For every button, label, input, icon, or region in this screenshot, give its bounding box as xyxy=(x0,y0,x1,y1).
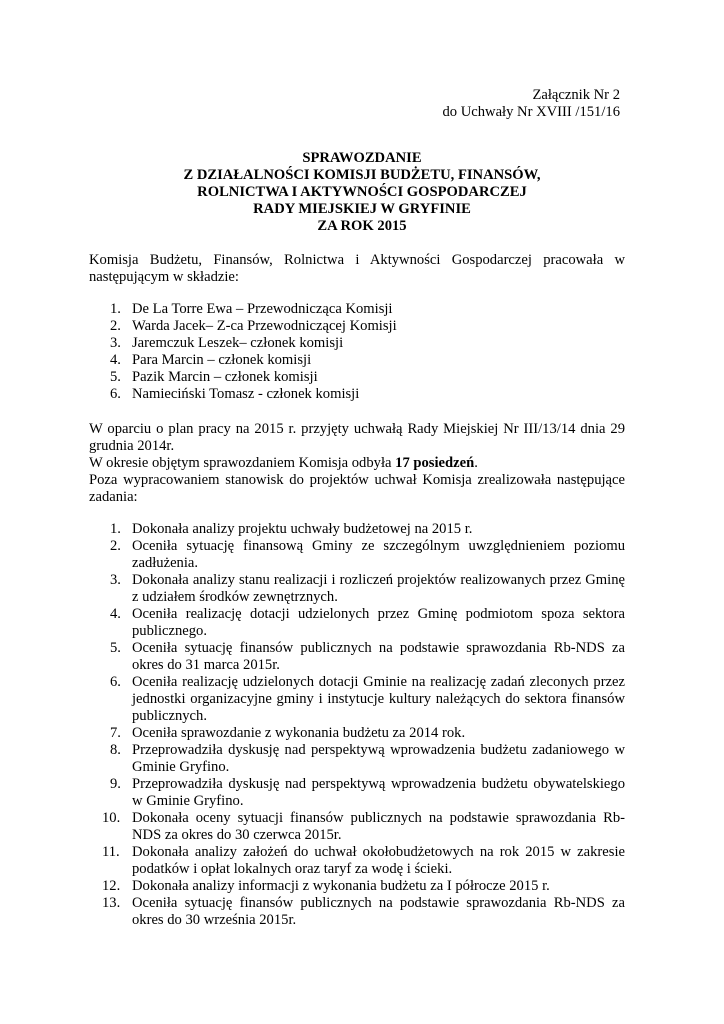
title-line-5: ZA ROK 2015 xyxy=(317,218,407,234)
list-item: 2. Oceniła sytuację finansową Gminy ze szczególnym uwzględnieniem poziomu zadłużenia. xyxy=(110,538,625,571)
list-item: 11. Dokonała analizy założeń do uchwał okołobudżetowych na rok 2015 w zakresie podatków i opłat lokalnych oraz taryf za wodę i ścieki. xyxy=(102,844,625,877)
list-item: 6. Namieciński Tomasz - członek komisji xyxy=(110,386,360,402)
list-item: 5. Oceniła sytuację finansów publicznych na podstawie sprawozdania Rb-NDS za okres do 31 marca 2015r. xyxy=(110,640,625,673)
title-line-4: RADY MIEJSKIEJ W GRYFINIE xyxy=(253,201,471,217)
list-item: 1. Dokonała analizy projektu uchwały budżetowej na 2015 r. xyxy=(110,521,473,537)
list-item: 8. Przeprowadziła dyskusję nad perspektywą wprowadzenia budżetu zadaniowego w Gminie Gryfino. xyxy=(110,742,625,775)
members-list xyxy=(110,301,397,403)
list-item: 1. De La Torre Ewa – Przewodnicząca Komisji xyxy=(110,301,393,317)
list-item: 7. Oceniła sprawozdanie z wykonania budżetu za 2014 rok. xyxy=(110,725,466,741)
list-item: 3. Jaremczuk Leszek– członek komisji xyxy=(110,335,344,351)
attachment-number: Załącznik Nr 2 xyxy=(532,87,620,103)
list-item: 2. Warda Jacek– Z-ca Przewodniczącej Komisji xyxy=(110,318,397,334)
title-line-1: SPRAWOZDANIE xyxy=(302,150,422,166)
tasks-intro-text: Poza wypracowaniem stanowisk do projektów uchwał Komisja zrealizowała następujące zadania: xyxy=(89,472,625,505)
list-item: 13. Oceniła sytuację finansów publicznych na podstawie sprawozdania Rb-NDS za okres do 30 września 2015r. xyxy=(102,895,625,928)
list-item: 9. Przeprowadziła dyskusję nad perspektywą wprowadzenia budżetu obywatelskiego w Gminie Gryfino. xyxy=(110,776,625,809)
list-item: 4. Oceniła realizację dotacji udzielonych przez Gminę podmiotom spoza sektora publicznego. xyxy=(110,606,625,639)
tasks-list xyxy=(102,521,625,929)
report-title xyxy=(0,150,724,235)
meetings-text: W okresie objętym sprawozdaniem Komisja odbyła 17 posiedzeń. xyxy=(89,455,478,471)
list-item: 4. Para Marcin – członek komisji xyxy=(110,352,312,368)
intro-text: Komisja Budżetu, Finansów, Rolnictwa i Aktywności Gospodarczej pracowała w następującym w składzie: xyxy=(89,252,625,285)
list-item: 3. Dokonała analizy stanu realizacji i rozliczeń projektów realizowanych przez Gminę z udziałem środków zewnętrznych. xyxy=(110,572,625,605)
list-item: 5. Pazik Marcin – członek komisji xyxy=(110,369,318,385)
list-item: 10. Dokonała oceny sytuacji finansów publicznych na podstawie sprawozdania Rb-NDS za okres do 30 czerwca 2015r. xyxy=(102,810,625,843)
intro-paragraph xyxy=(89,252,625,286)
attachment-note xyxy=(442,87,620,121)
meetings-count: 17 posiedzeń xyxy=(395,455,475,471)
list-item: 6. Oceniła realizację udzielonych dotacji Gminie na realizację zadań zleconych przez jednostki organizacyjne gminy i instytucje kultury należących do sektora finansów publicznych. xyxy=(110,674,625,724)
title-line-2: Z DZIAŁALNOŚCI KOMISJI BUDŻETU, FINANSÓW, xyxy=(183,167,541,183)
attachment-resolution: do Uchwały Nr XVIII /151/16 xyxy=(442,104,620,120)
work-summary xyxy=(89,421,625,506)
work-plan-text: W oparciu o plan pracy na 2015 r. przyjęty uchwałą Rady Miejskiej Nr III/13/14 dnia 29 grudnia 2014r. xyxy=(89,421,625,454)
title-line-3: ROLNICTWA I AKTYWNOŚCI GOSPODARCZEJ xyxy=(197,184,527,200)
list-item: 12. Dokonała analizy informacji z wykonania budżetu za I półrocze 2015 r. xyxy=(102,878,550,894)
